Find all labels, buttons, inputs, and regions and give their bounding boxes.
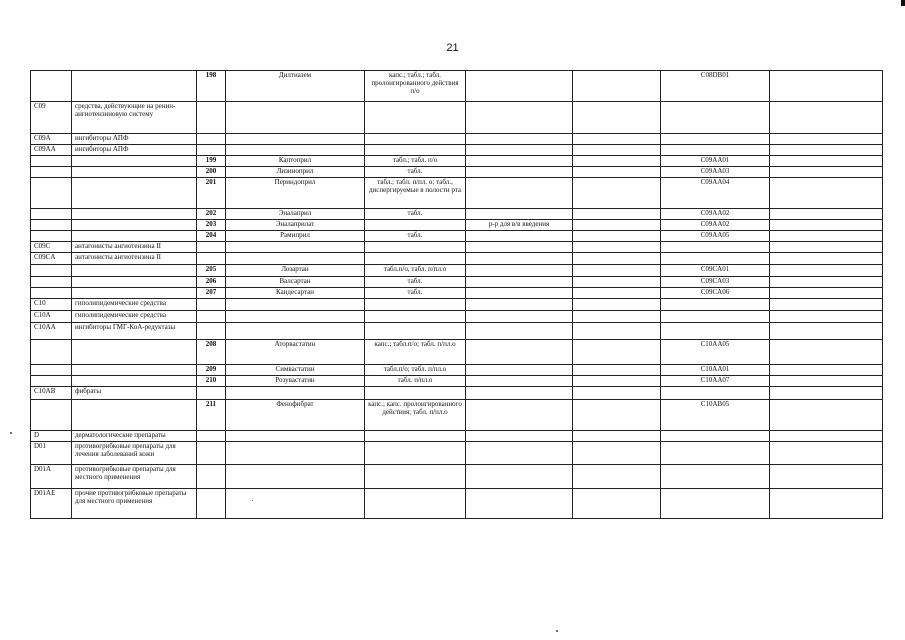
drug-code-cell: C08DB01 <box>661 71 770 102</box>
table-row <box>31 400 883 431</box>
table-row <box>31 134 883 145</box>
group-name-cell: фибраты <box>72 387 197 400</box>
table-row <box>31 71 883 102</box>
empty-cell <box>573 156 661 167</box>
drug-code-cell: C09AA01 <box>661 156 770 167</box>
group-name-cell: антагонисты ангиотензина II <box>72 242 197 253</box>
group-name-cell: прочие противогрибковые препараты для местного применения <box>72 489 197 519</box>
table-row <box>31 242 883 253</box>
drug-name-cell <box>226 311 365 323</box>
row-number-cell: 206 <box>197 277 226 288</box>
empty-cell <box>573 299 661 311</box>
dosage-form-cell: табл. <box>365 231 466 242</box>
dosage-form-cell: табл.; табл. п/о <box>365 156 466 167</box>
drug-code-cell: C10AB05 <box>661 400 770 431</box>
empty-cell <box>770 387 883 400</box>
drug-code-cell: C10AA07 <box>661 376 770 387</box>
dosage-form-cell <box>365 253 466 265</box>
dosage-form-extra-cell <box>466 231 573 242</box>
group-name-cell <box>72 265 197 277</box>
drug-name-cell: Лизиноприл <box>226 167 365 178</box>
table-row <box>31 465 883 489</box>
empty-cell <box>573 277 661 288</box>
drug-code-cell: C09AA03 <box>661 167 770 178</box>
empty-cell <box>770 209 883 220</box>
empty-cell <box>770 167 883 178</box>
drug-name-cell: Валсартан <box>226 277 365 288</box>
drug-name-cell: Аторвастатин <box>226 340 365 365</box>
empty-cell <box>573 442 661 465</box>
group-name-cell: антагонисты ангиотензина II <box>72 253 197 265</box>
dosage-form-extra-cell <box>466 376 573 387</box>
dosage-form-extra-cell <box>466 102 573 134</box>
empty-cell <box>573 265 661 277</box>
atc-code-cell: D01AE <box>31 489 72 519</box>
drug-name-cell <box>226 242 365 253</box>
empty-cell <box>573 220 661 231</box>
empty-cell <box>573 376 661 387</box>
dosage-form-extra-cell <box>466 340 573 365</box>
dosage-form-cell <box>365 145 466 156</box>
dosage-form-extra-cell <box>466 323 573 340</box>
dosage-form-cell: табл.п/о; табл. п/пл.о <box>365 365 466 376</box>
row-number-cell <box>197 431 226 442</box>
drug-code-cell: C09AA05 <box>661 231 770 242</box>
scan-corner-mark <box>901 0 905 6</box>
group-name-cell: ингибиторы АПФ <box>72 145 197 156</box>
group-name-cell: ингибиторы АПФ <box>72 134 197 145</box>
drug-code-cell: C09CA01 <box>661 265 770 277</box>
empty-cell <box>573 387 661 400</box>
group-name-cell <box>72 156 197 167</box>
atc-code-cell <box>31 220 72 231</box>
table-row <box>31 209 883 220</box>
empty-cell <box>770 178 883 209</box>
table-row <box>31 323 883 340</box>
drug-name-cell <box>226 442 365 465</box>
empty-cell <box>573 400 661 431</box>
group-name-cell: ингибиторы ГМГ-КоА-редуктазы <box>72 323 197 340</box>
table-row <box>31 220 883 231</box>
row-number-cell <box>197 134 226 145</box>
drug-code-cell <box>661 387 770 400</box>
atc-code-cell <box>31 400 72 431</box>
empty-cell <box>770 265 883 277</box>
empty-cell <box>573 71 661 102</box>
dosage-form-extra-cell <box>466 431 573 442</box>
dosage-form-cell <box>365 242 466 253</box>
empty-cell <box>770 489 883 519</box>
empty-cell <box>770 465 883 489</box>
dosage-form-cell <box>365 442 466 465</box>
empty-cell <box>573 134 661 145</box>
dosage-form-cell <box>365 489 466 519</box>
dosage-form-cell: табл. <box>365 288 466 299</box>
dosage-form-extra-cell <box>466 145 573 156</box>
drug-name-cell: Рамиприл <box>226 231 365 242</box>
dosage-form-cell <box>365 102 466 134</box>
row-number-cell: 207 <box>197 288 226 299</box>
row-number-cell <box>197 387 226 400</box>
empty-cell <box>770 253 883 265</box>
empty-cell <box>573 431 661 442</box>
table-row <box>31 167 883 178</box>
drug-name-cell: Розувастатин <box>226 376 365 387</box>
drug-name-cell: Кандесартан <box>226 288 365 299</box>
group-name-cell: противогрибковые препараты для местного применения <box>72 465 197 489</box>
group-name-cell: гиполипидемические средства <box>72 311 197 323</box>
table-row <box>31 340 883 365</box>
atc-code-cell <box>31 288 72 299</box>
drug-code-cell: C09AA02 <box>661 220 770 231</box>
dosage-form-cell: табл.п/о, табл. п/пл.о <box>365 265 466 277</box>
group-name-cell <box>72 71 197 102</box>
empty-cell <box>770 365 883 376</box>
row-number-cell <box>197 253 226 265</box>
row-number-cell: 203 <box>197 220 226 231</box>
row-number-cell <box>197 145 226 156</box>
drug-code-cell: C09AA02 <box>661 209 770 220</box>
group-name-cell <box>72 209 197 220</box>
table-row <box>31 288 883 299</box>
atc-code-cell <box>31 209 72 220</box>
atc-code-cell: C10 <box>31 299 72 311</box>
group-name-cell <box>72 340 197 365</box>
drug-name-cell: Эналаприл <box>226 209 365 220</box>
empty-cell <box>573 323 661 340</box>
table-row <box>31 253 883 265</box>
drug-name-cell <box>226 102 365 134</box>
dosage-form-extra-cell: р-р для в/в введения <box>466 220 573 231</box>
row-number-cell <box>197 299 226 311</box>
atc-code-cell: C09C <box>31 242 72 253</box>
row-number-cell <box>197 323 226 340</box>
dosage-form-extra-cell <box>466 365 573 376</box>
dosage-form-cell: капс.; табл.; табл. пролонгированного действия п/о <box>365 71 466 102</box>
drug-name-cell <box>226 253 365 265</box>
atc-code-cell <box>31 231 72 242</box>
empty-cell <box>770 220 883 231</box>
table-row <box>31 277 883 288</box>
group-name-cell <box>72 277 197 288</box>
row-number-cell: 202 <box>197 209 226 220</box>
table-row <box>31 311 883 323</box>
dosage-form-extra-cell <box>466 242 573 253</box>
drug-code-cell: C09CA03 <box>661 277 770 288</box>
empty-cell <box>770 231 883 242</box>
row-number-cell: 198 <box>197 71 226 102</box>
drug-code-cell <box>661 311 770 323</box>
atc-code-cell: D01A <box>31 465 72 489</box>
dosage-form-cell <box>365 311 466 323</box>
dosage-form-extra-cell <box>466 489 573 519</box>
group-name-cell: противогрибковые препараты для лечения заболеваний кожи <box>72 442 197 465</box>
empty-cell <box>573 311 661 323</box>
dosage-form-cell <box>365 431 466 442</box>
drug-code-cell <box>661 465 770 489</box>
drug-code-cell: C09AA04 <box>661 178 770 209</box>
drug-name-cell <box>226 134 365 145</box>
dosage-form-extra-cell <box>466 277 573 288</box>
atc-code-cell <box>31 365 72 376</box>
row-number-cell: 211 <box>197 400 226 431</box>
scan-speck <box>556 630 558 632</box>
drug-code-cell <box>661 253 770 265</box>
atc-code-cell <box>31 340 72 365</box>
atc-code-cell <box>31 265 72 277</box>
dosage-form-extra-cell <box>466 465 573 489</box>
empty-cell <box>770 431 883 442</box>
atc-code-cell <box>31 71 72 102</box>
table-row <box>31 299 883 311</box>
scan-speck <box>252 500 253 501</box>
table-row <box>31 431 883 442</box>
dosage-form-extra-cell <box>466 288 573 299</box>
drug-name-cell: Фенофибрат <box>226 400 365 431</box>
dosage-form-extra-cell <box>466 134 573 145</box>
group-name-cell: средства, действующие на ренин-ангиотензиновую систему <box>72 102 197 134</box>
atc-code-cell <box>31 277 72 288</box>
atc-code-cell: C09CA <box>31 253 72 265</box>
table-row <box>31 102 883 134</box>
empty-cell <box>573 253 661 265</box>
dosage-form-cell <box>365 387 466 400</box>
atc-code-cell <box>31 167 72 178</box>
drug-name-cell <box>226 465 365 489</box>
drug-code-cell <box>661 102 770 134</box>
dosage-form-extra-cell <box>466 71 573 102</box>
row-number-cell: 200 <box>197 167 226 178</box>
drug-name-cell <box>226 387 365 400</box>
dosage-form-extra-cell <box>466 442 573 465</box>
empty-cell <box>770 340 883 365</box>
drug-code-cell <box>661 431 770 442</box>
atc-code-cell: D01 <box>31 442 72 465</box>
drug-code-cell: C10AA01 <box>661 365 770 376</box>
empty-cell <box>573 340 661 365</box>
table-row <box>31 442 883 465</box>
row-number-cell: 210 <box>197 376 226 387</box>
drug-code-cell <box>661 323 770 340</box>
dosage-form-cell <box>365 299 466 311</box>
dosage-form-cell: табл.; табл. п/пл. о; табл., диспергируемые в полости рта <box>365 178 466 209</box>
row-number-cell: 204 <box>197 231 226 242</box>
empty-cell <box>770 242 883 253</box>
drug-name-cell <box>226 145 365 156</box>
group-name-cell <box>72 288 197 299</box>
empty-cell <box>770 71 883 102</box>
dosage-form-cell: табл. <box>365 167 466 178</box>
table-row <box>31 178 883 209</box>
row-number-cell: 199 <box>197 156 226 167</box>
row-number-cell: 208 <box>197 340 226 365</box>
empty-cell <box>770 376 883 387</box>
dosage-form-extra-cell <box>466 311 573 323</box>
dosage-form-cell <box>365 220 466 231</box>
empty-cell <box>573 288 661 299</box>
empty-cell <box>770 400 883 431</box>
atc-code-cell <box>31 178 72 209</box>
table-row <box>31 265 883 277</box>
dosage-form-extra-cell <box>466 253 573 265</box>
row-number-cell <box>197 242 226 253</box>
empty-cell <box>573 365 661 376</box>
atc-code-cell <box>31 156 72 167</box>
row-number-cell <box>197 489 226 519</box>
dosage-form-extra-cell <box>466 387 573 400</box>
drug-name-cell <box>226 299 365 311</box>
dosage-form-extra-cell <box>466 178 573 209</box>
table-row <box>31 387 883 400</box>
group-name-cell <box>72 167 197 178</box>
empty-cell <box>573 178 661 209</box>
dosage-form-extra-cell <box>466 299 573 311</box>
row-number-cell <box>197 465 226 489</box>
empty-cell <box>770 156 883 167</box>
drug-name-cell: Дилтиазем <box>226 71 365 102</box>
row-number-cell: 205 <box>197 265 226 277</box>
dosage-form-cell <box>365 134 466 145</box>
table-body <box>31 71 883 519</box>
atc-code-cell: D <box>31 431 72 442</box>
drug-name-cell <box>226 323 365 340</box>
page-number: 21 <box>446 42 459 54</box>
empty-cell <box>770 442 883 465</box>
drug-code-cell <box>661 242 770 253</box>
empty-cell <box>770 299 883 311</box>
dosage-form-cell <box>365 465 466 489</box>
scan-speck <box>10 432 12 434</box>
group-name-cell <box>72 400 197 431</box>
drug-list-table <box>30 70 883 519</box>
row-number-cell <box>197 311 226 323</box>
dosage-form-cell: табл. п/пл.о <box>365 376 466 387</box>
empty-cell <box>770 145 883 156</box>
dosage-form-cell: капс.; табл.п/о; табл. п/пл.о <box>365 340 466 365</box>
drug-name-cell <box>226 431 365 442</box>
row-number-cell <box>197 442 226 465</box>
empty-cell <box>573 489 661 519</box>
row-number-cell: 201 <box>197 178 226 209</box>
group-name-cell: дерматологические препараты <box>72 431 197 442</box>
drug-name-cell: Лозартан <box>226 265 365 277</box>
table-row <box>31 231 883 242</box>
empty-cell <box>573 231 661 242</box>
dosage-form-extra-cell <box>466 265 573 277</box>
drug-name-cell: Симвастатин <box>226 365 365 376</box>
dosage-form-extra-cell <box>466 156 573 167</box>
atc-code-cell: C10A <box>31 311 72 323</box>
drug-name-cell <box>226 489 365 519</box>
atc-code-cell: C09A <box>31 134 72 145</box>
table-row <box>31 145 883 156</box>
drug-code-cell <box>661 145 770 156</box>
empty-cell <box>573 145 661 156</box>
group-name-cell <box>72 376 197 387</box>
drug-code-cell <box>661 299 770 311</box>
drug-code-cell <box>661 134 770 145</box>
group-name-cell <box>72 178 197 209</box>
empty-cell <box>770 102 883 134</box>
drug-name-cell: Периндоприл <box>226 178 365 209</box>
atc-code-cell: C10AB <box>31 387 72 400</box>
dosage-form-cell <box>365 323 466 340</box>
table-row <box>31 156 883 167</box>
group-name-cell <box>72 365 197 376</box>
dosage-form-cell: капс.; капс. пролонгированного действия; табл. п/пл.о <box>365 400 466 431</box>
drug-code-cell <box>661 442 770 465</box>
atc-code-cell: C09AA <box>31 145 72 156</box>
empty-cell <box>770 311 883 323</box>
empty-cell <box>573 209 661 220</box>
row-number-cell: 209 <box>197 365 226 376</box>
group-name-cell <box>72 231 197 242</box>
table-row <box>31 376 883 387</box>
empty-cell <box>573 465 661 489</box>
drug-name-cell: Эналаприлат <box>226 220 365 231</box>
atc-code-cell <box>31 376 72 387</box>
empty-cell <box>770 323 883 340</box>
row-number-cell <box>197 102 226 134</box>
group-name-cell <box>72 220 197 231</box>
dosage-form-extra-cell <box>466 167 573 178</box>
table-row <box>31 365 883 376</box>
drug-code-cell <box>661 489 770 519</box>
empty-cell <box>770 288 883 299</box>
empty-cell <box>770 134 883 145</box>
dosage-form-cell: табл. <box>365 209 466 220</box>
atc-code-cell: C09 <box>31 102 72 134</box>
atc-code-cell: C10AA <box>31 323 72 340</box>
drug-code-cell: C09CA06 <box>661 288 770 299</box>
empty-cell <box>573 102 661 134</box>
dosage-form-extra-cell <box>466 400 573 431</box>
dosage-form-cell: табл. <box>365 277 466 288</box>
empty-cell <box>573 242 661 253</box>
drug-name-cell: Каптоприл <box>226 156 365 167</box>
group-name-cell: гиполипидемические средства <box>72 299 197 311</box>
dosage-form-extra-cell <box>466 209 573 220</box>
drug-code-cell: C10AA05 <box>661 340 770 365</box>
empty-cell <box>573 167 661 178</box>
table-row <box>31 489 883 519</box>
empty-cell <box>770 277 883 288</box>
